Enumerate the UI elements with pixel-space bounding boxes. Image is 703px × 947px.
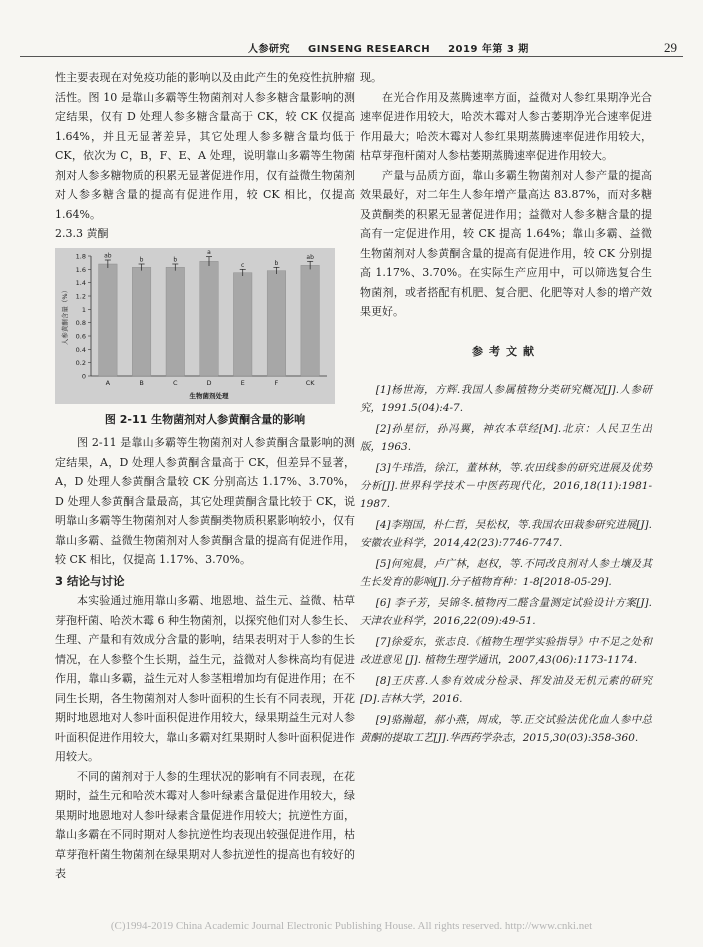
journal-name-en: GINSENG RESEARCH (307, 44, 431, 55)
sig-label-F: b (274, 259, 279, 267)
bar-F (267, 270, 286, 375)
reference-item: [9]骆瀚超，郝小燕，周成，等.正交试验法优化血人参中总黄酮的提取工艺[J].华西药学杂志，2015,30(03):358-360. (360, 714, 652, 744)
page-number: 29 (664, 40, 677, 55)
running-header (20, 30, 683, 57)
left-column (55, 68, 355, 884)
reference-item: [8]王庆喜.人参有效成分检录、挥发油及无机元素的研究[D].吉林大学，2016. (360, 675, 652, 705)
y-tick-label: 0 (81, 372, 86, 380)
sig-label-B: b (139, 256, 144, 263)
journal-issue: 2019 年第 3 期 (448, 44, 529, 55)
x-tick-label-B: B (139, 378, 144, 387)
x-tick-label-CK: CK (305, 378, 315, 387)
sig-label-A: ab (104, 252, 112, 259)
y-tick-label: 1 (81, 305, 86, 314)
reference-item: [3]牛玮浩，徐江，董林林，等.农田线参的研究进展及优势分析[J].世界科学技术－中医药现代化，2016,18(11):1981-1987. (360, 462, 652, 510)
right-column (360, 68, 652, 750)
sig-label-D: a (207, 248, 211, 256)
paragraph-conclusion-2: 不同的菌剂对于人参的生理状况的影响有不同表现，在花期时，益生元和哈茨木霉对人参叶绿素含量促进作用较大，绿果期时地恩地对人参叶绿素含量促进作用较大；抗逆性方面，靠山多霸在不同时期对人参抗逆性均表现出较强促进作用，枯草芽孢杆菌生物菌剂在绿果期对人参抗逆性的提高也有较好的表 (55, 769, 355, 880)
references-title: 参考文献 (472, 344, 540, 358)
x-tick-label-D: D (206, 378, 212, 387)
reference-item: [5]何宛晨，卢广林，赵权，等.不同改良剂对人参土壤及其生长发育的影响[J].分子植物育种：1-8[2018-05-29]. (360, 558, 652, 588)
figure-caption: 图 2-11 生物菌剂对人参黄酮含量的影响 (104, 412, 306, 426)
paragraph-photosynthesis: 在光合作用及蒸腾速率方面，益微对人参红果期净光合速率促进作用较大，哈茨木霉对人参古萎期净光合速率促进作用最大；哈茨木霉对人参红果期蒸腾速率促进作用较大，枯草芽孢杆菌对人参枯萎期蒸腾速率促进作用较大。 (360, 90, 652, 162)
x-tick-label-F: F (274, 378, 279, 387)
sig-label-C: b (173, 256, 178, 263)
reference-item: [1]杨世海，方辉.我国人参属植物分类研究概况[J].人参研究，1991.5(04):4-7. (360, 384, 652, 414)
y-axis-title: 人参黄酮含量（%） (61, 286, 69, 345)
bar-D (200, 261, 219, 376)
x-tick-label-E: E (240, 378, 245, 387)
reference-item: [6] 李子芳，吴锦冬.植物丙二醛含量测定试验设计方案[J].天津农业科学，2016,22(09):49-51. (360, 597, 652, 627)
y-tick-label: 1.2 (75, 292, 86, 300)
journal-title (248, 40, 543, 55)
reference-item: [7]徐爱东，张志良.《植物生理学实验指导》中不足之处和改进意见 [J]. 植物生理学通讯，2007,43(06):1173-1174. (360, 636, 652, 666)
bar-CK (301, 265, 320, 376)
sig-label-E: c (241, 261, 245, 269)
x-tick-label-A: A (105, 378, 111, 387)
paragraph-continuation: 现。 (360, 71, 382, 84)
reference-item: [2]孙星衍，孙冯翼，神农本草经[M].北京：人民卫生出版，1963. (360, 423, 652, 453)
reference-list (360, 381, 652, 747)
heading-2-3-3: 2.3.3 黄酮 (55, 227, 109, 240)
y-tick-label: 1.6 (75, 265, 86, 274)
y-tick-label: 0.2 (75, 358, 86, 367)
paragraph-polysaccharide: 性主要表现在对免疫功能的影响以及由此产生的免疫性抗肿瘤活性。图 10 是靠山多霸等生物菌剂对人参多糖含量影响的测定结果，仅有 D 处理人参多糖含量高于 CK，较 CK 仅提高 1.64%，并且无显著差异，其它处理人参多糖含量均低于 CK，依次为 C，B，F、E、A 处理，说明靠山多霸等生物菌剂对人参多糖物质的积累无显著促进作用，仅有益微生物菌剂对人参多糖含量的提高有促进作用，较 CK 相比，仅提高 1.64%。 (55, 71, 355, 221)
paragraph-flavonoid: 图 2-11 是靠山多霸等生物菌剂对人参黄酮含量影响的测定结果，A，D 处理人参黄酮含量高于 CK，但差异不显著，A，D 处理人参黄酮含量较 CK 分别高达 1.17%、3.70%，D 处理人参黄酮含量最高，其它处理黄酮含量比较于 CK，说明靠山多霸等生物菌剂对人参黄酮类物质积累影响较小，仅有靠山多霸、益微生物菌剂对人参黄酮含量的提高有促进作用，较 CK 相比，仅提高 1.17%、3.70%。 (55, 436, 355, 566)
bar-C (166, 267, 185, 376)
x-axis-title: 生物菌剂处理 (189, 391, 229, 400)
heading-conclusion: 3 结论与讨论 (55, 573, 125, 588)
journal-name-cn: 人参研究 (248, 44, 290, 55)
bar-B (132, 267, 151, 376)
bar-E (233, 272, 252, 375)
x-tick-label-C: C (173, 378, 178, 387)
paragraph-conclusion-1: 本实验通过施用靠山多霸、地恩地、益生元、益微、枯草芽孢杆菌、哈茨木霉 6 种生物菌剂，以探究他们对人参生长、生理、产量和有效成分含量的影响，结果表明对于人参的生长情况，在人参整个生长期，益生元，益微对人参株高均有促进作用，靠山多霸，益生元对人参茎粗增加均有促进作用；在不同生长期，各生物菌剂对人参叶面积的生长有不同表现，开花期时地恩地对人参叶面积促进作用较大，绿果期益生元对人参叶面积促进作用较大，靠山多霸对红果期时人参叶面积促进作用较大。 (55, 594, 355, 763)
y-tick-label: 0.8 (75, 318, 86, 327)
y-tick-label: 1.8 (75, 252, 86, 260)
y-tick-label: 0.4 (75, 345, 86, 354)
bar-A (99, 264, 118, 376)
y-tick-label: 0.6 (75, 332, 86, 340)
flavonoid-bar-chart (55, 248, 335, 404)
sig-label-CK: ab (306, 253, 314, 261)
reference-item: [4]李翔国，朴仁哲，吴松权，等.我国农田栽参研究进展[J].安徽农业科学，2014,42(23):7746-7747. (360, 519, 652, 549)
copyright-footer: (C)1994-2019 China Academic Journal Electronic Publishing House. All rights reserved. http://www.cnki.net (110, 920, 593, 932)
paragraph-yield-quality: 产量与品质方面，靠山多霸生物菌剂对人参产量的提高效果最好，对二年生人参年增产量高达 83.87%，而对多糖及黄酮类的积累无显著促进作用；益微对人参多糖含量的提高有一定促进作用，较 CK 提高 1.64%；靠山多霸、益微生物菌剂对人参黄酮含量的提高有促进作用，较 CK 分别提高 1.17%、3.70%。在实际生产应用中，可以筛选复合生物菌剂，或者搭配有机肥、复合肥、化肥等对人参的增产效果更好。 (360, 168, 652, 318)
chart-svg (55, 248, 335, 404)
y-tick-label: 1.4 (75, 278, 86, 287)
